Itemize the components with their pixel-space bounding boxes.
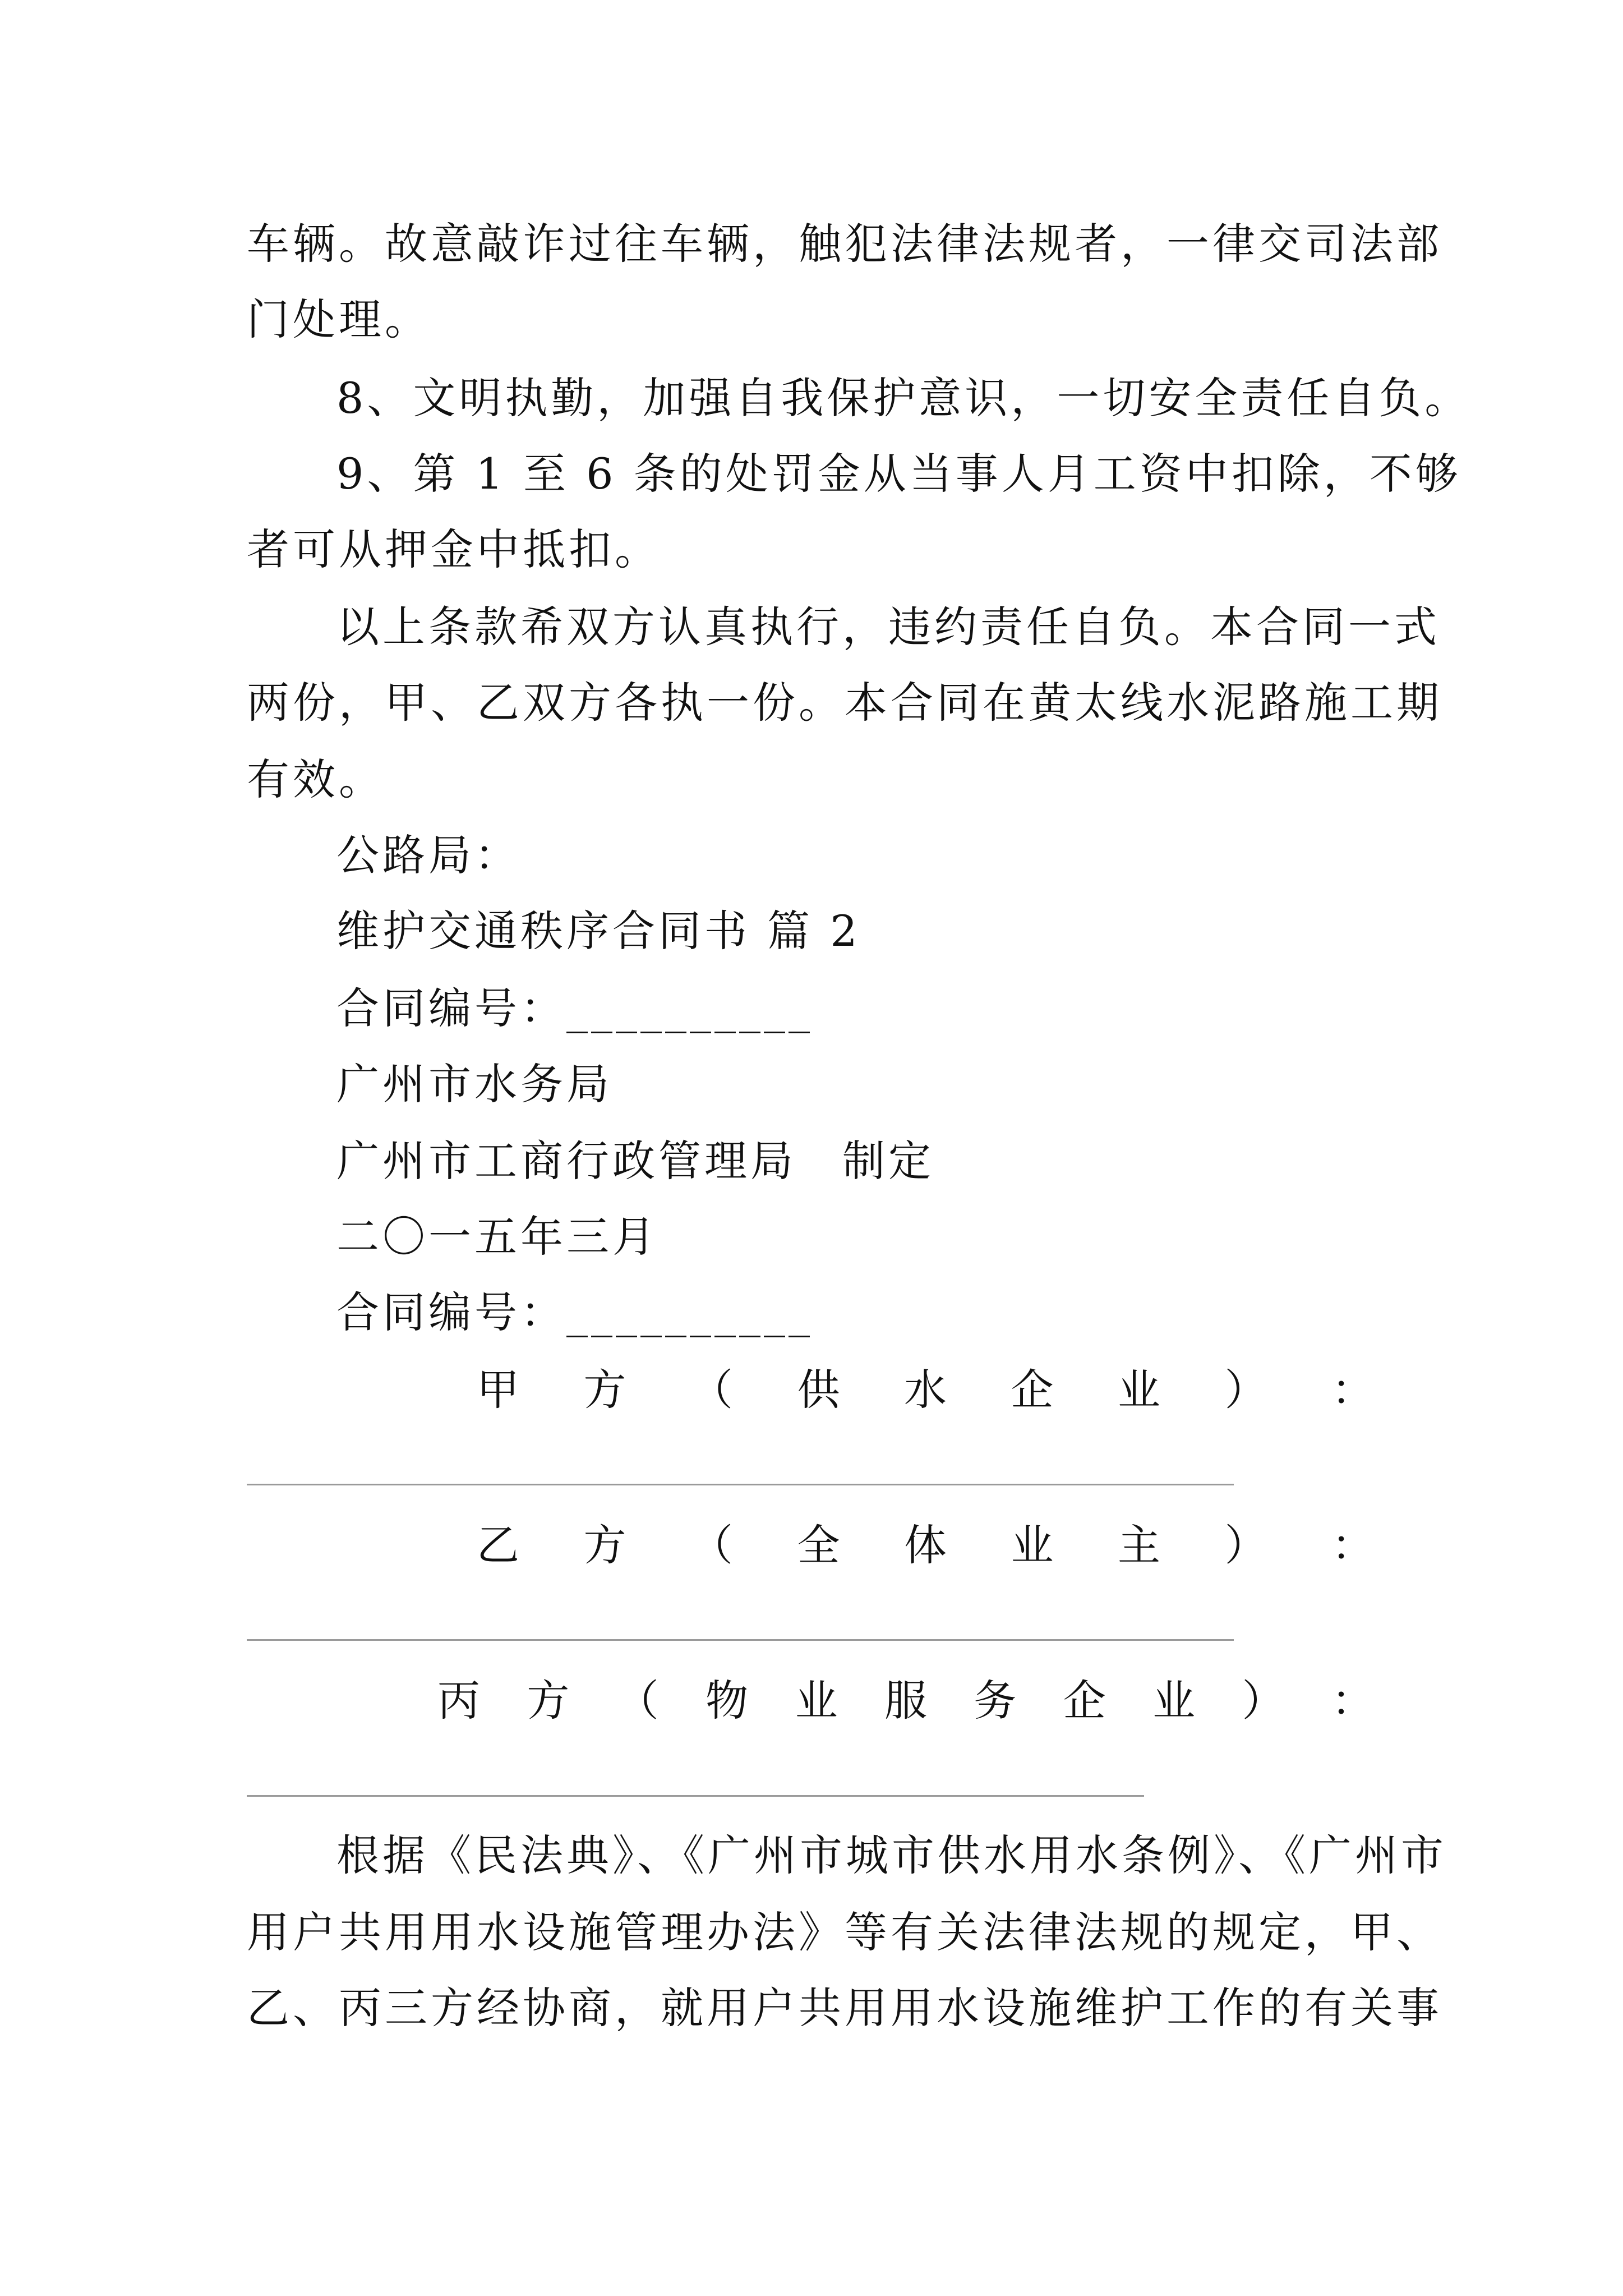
body-paragraph-line: 用户共用用水设施管理办法》等有关法律法规的规定，甲、 <box>247 1907 1442 1957</box>
clause-8: 8、文明执勤，加强自我保护意识，一切安全责任自负。 <box>336 373 1471 423</box>
party-char: 业 <box>1152 1676 1196 1726</box>
issuer-water-bureau: 广州市水务局 <box>336 1059 612 1109</box>
party-char: （ <box>690 1520 733 1570</box>
contract-number-field: 合同编号：__________ <box>336 1287 813 1337</box>
party-char: 体 <box>904 1520 947 1570</box>
party-b-line <box>477 1517 1374 1573</box>
party-char: 甲 <box>477 1365 519 1415</box>
party-char: 方 <box>583 1520 626 1570</box>
clause-9: 9、第 1 至 6 条的处罚金从当事人月工资中扣除，不够 <box>336 449 1461 499</box>
party-char: 服 <box>884 1676 927 1726</box>
party-char: 方 <box>583 1365 626 1415</box>
party-char: 物 <box>706 1676 749 1726</box>
issue-date: 二〇一五年三月 <box>336 1212 658 1262</box>
party-char: 主 <box>1118 1520 1160 1570</box>
party-c-line <box>437 1673 1374 1729</box>
text-line: 车辆。故意敲诈过往车辆，触犯法律法规者，一律交司法部 <box>247 219 1442 269</box>
party-char: 企 <box>1063 1676 1106 1726</box>
party-char: 丙 <box>437 1676 480 1726</box>
party-char: 水 <box>904 1365 947 1415</box>
party-char: ： <box>1331 1365 1374 1415</box>
party-char: 业 <box>1011 1520 1054 1570</box>
party-char: （ <box>616 1676 659 1726</box>
party-a-blank-line <box>247 1484 1234 1485</box>
party-char: ） <box>1224 1520 1267 1570</box>
party-char: 供 <box>797 1365 840 1415</box>
party-char: 方 <box>527 1676 570 1726</box>
text-line: 者可从押金中抵扣。 <box>247 524 661 574</box>
party-b-blank-line <box>247 1639 1234 1641</box>
party-char: 务 <box>974 1676 1017 1726</box>
party-char: ： <box>1331 1520 1374 1570</box>
contract-number-field: 合同编号：__________ <box>336 983 813 1033</box>
party-char: 企 <box>1011 1365 1054 1415</box>
party-char: ） <box>1224 1365 1267 1415</box>
issuer-commerce-bureau: 广州市工商行政管理局 制定 <box>336 1136 934 1186</box>
closing-paragraph: 以上条款希双方认真执行，违约责任自负。本合同一式 <box>336 602 1440 652</box>
text-line: 门处理。 <box>247 295 431 344</box>
party-char: （ <box>690 1365 733 1415</box>
party-char: 乙 <box>477 1520 519 1570</box>
signature-label: 公路局： <box>336 830 520 880</box>
party-char: 全 <box>797 1520 840 1570</box>
body-paragraph-line: 乙、丙三方经协商，就用户共用用水设施维护工作的有关事 <box>247 1983 1442 2033</box>
party-char: 业 <box>1118 1365 1160 1415</box>
party-char: ： <box>1331 1676 1374 1726</box>
party-char: 业 <box>795 1676 838 1726</box>
party-c-blank-line <box>247 1795 1144 1797</box>
party-a-line <box>477 1362 1374 1418</box>
body-paragraph-line: 根据《民法典》、《广州市城市供水用水条例》、《广州市 <box>336 1830 1447 1880</box>
section-title: 维护交通秩序合同书 篇 2 <box>336 906 861 956</box>
text-line: 两份，甲、乙双方各执一份。本合同在黄太线水泥路施工期 <box>247 678 1442 728</box>
text-line: 有效。 <box>247 754 385 804</box>
party-char: ） <box>1242 1676 1285 1726</box>
